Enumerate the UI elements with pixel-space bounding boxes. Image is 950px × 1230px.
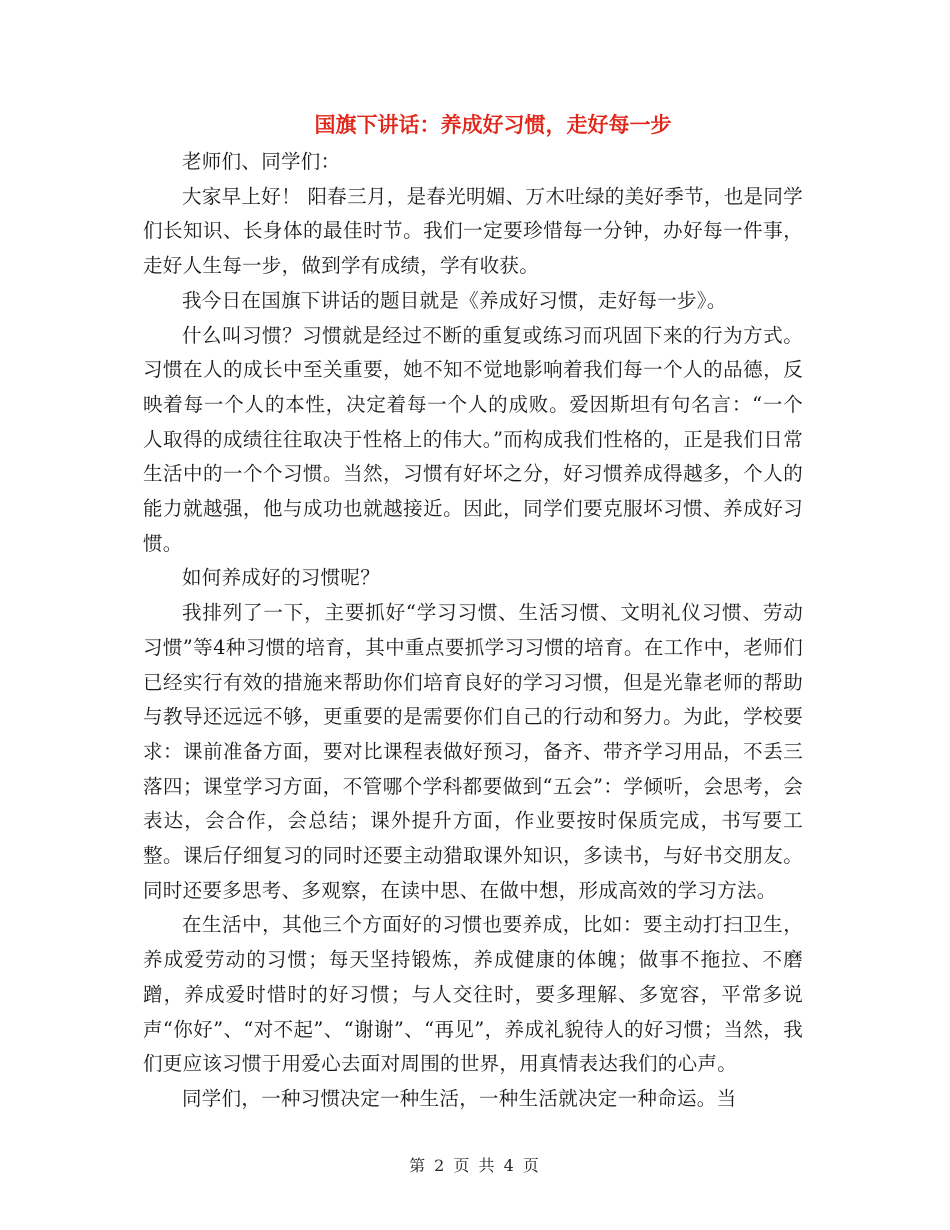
study-habits-paragraph: 我排列了一下，主要抓好“学习习惯、生活习惯、文明礼仪习惯、劳动习惯”等4种习惯的培育，其中重点要抓学习习惯的培育。在工作中，老师们已经实行有效的措施来帮助你们培育良好的学习习惯，但是光靠老师的帮助与教导还远远不够，更重要的是需要你们自己的行动和努力。为此，学校要求：课前准备方面，要对比课程表做好预习，备齐、带齐学习用品，不丢三落四；课堂学习方面，不管哪个学科都要做到“五会”：学倾听，会思考，会表达，会合作，会总结；课外提升方面，作业要按时保质完成，书写要工整。课后仔细复习的同时还要主动猎取课外知识，多读书，与好书交朋友。同时还要多思考、多观察，在读中思、在做中想，形成高效的学习方法。: [143, 601, 803, 902]
document-title: 国旗下讲话：养成好习惯，走好每一步: [314, 112, 672, 137]
closing-paragraph: 同学们，一种习惯决定一种生活，一种生活就决定一种命运。当: [182, 1086, 737, 1110]
page-number-footer: 第 2 页 共 4 页: [409, 1156, 541, 1175]
document-page: [143, 105, 803, 1117]
definition-paragraph: 什么叫习惯？习惯就是经过不断的重复或练习而巩固下来的行为方式。习惯在人的成长中至关重要，她不知不觉地影响着我们每一个人的品德，反映着每一个人的本性，决定着每一个人的成败。爱因斯坦有句名言：“一个人取得的成绩往往取决于性格上的伟大。”而构成我们性格的，正是我们日常生活中的一个个习惯。当然，习惯有好坏之分，好习惯养成得越多，个人的能力就越强，他与成功也就越接近。因此，同学们要克服坏习惯、养成好习惯。: [143, 323, 803, 555]
greeting-paragraph: 大家早上好！ 阳春三月，是春光明媚、万木吐绿的美好季节，也是同学们长知识、长身体的最佳时节。我们一定要珍惜每一分钟，办好每一件事，走好人生每一步，做到学有成绩，学有收获。: [143, 184, 803, 278]
question-paragraph: 如何养成好的习惯呢？: [182, 566, 381, 590]
life-habits-paragraph: 在生活中，其他三个方面好的习惯也要养成，比如：要主动打扫卫生，养成爱劳动的习惯；每天坚持锻炼，养成健康的体魄；做事不拖拉、不磨蹭，养成爱时惜时的好习惯；与人交往时，要多理解、多宽容，平常多说声“你好”、“对不起”、“谢谢”、“再见”，养成礼貌待人的好习惯；当然，我们更应该习惯于用爱心去面对周围的世界，用真情表达我们的心声。: [143, 913, 803, 1076]
salutation-paragraph: 老师们、同学们：: [182, 150, 341, 173]
topic-paragraph: 我今日在国旗下讲话的题目就是《养成好习惯，走好每一步》。: [182, 288, 727, 312]
